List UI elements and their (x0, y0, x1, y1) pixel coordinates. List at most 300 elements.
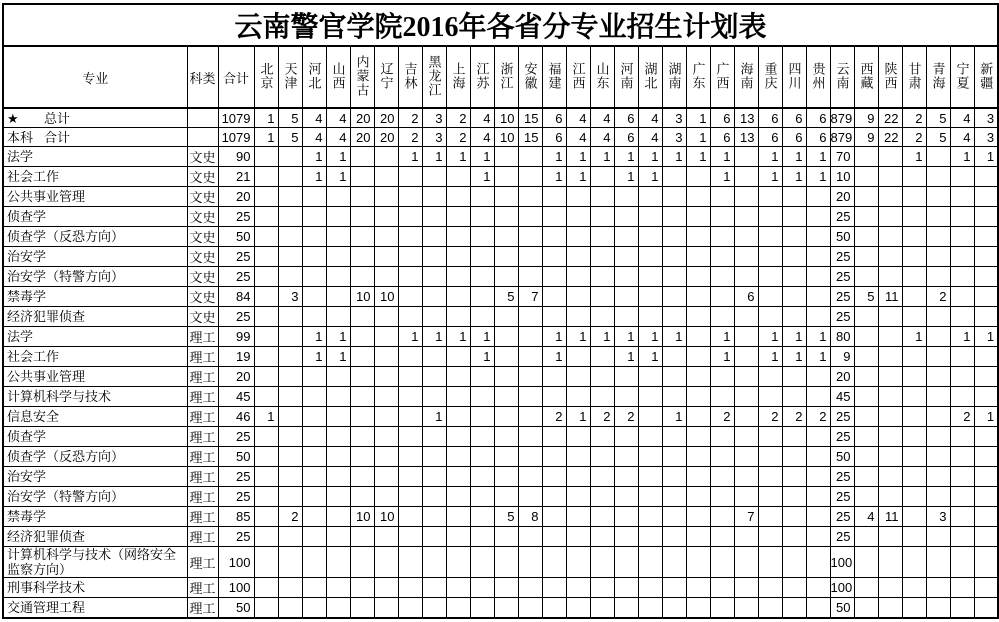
total-cell: 46 (218, 407, 254, 427)
value-cell (926, 547, 950, 578)
value-cell (374, 407, 398, 427)
value-cell (278, 527, 302, 547)
value-cell (398, 527, 422, 547)
value-cell (422, 447, 446, 467)
value-cell (686, 407, 710, 427)
value-cell (590, 347, 614, 367)
value-cell (446, 427, 470, 447)
value-cell (686, 467, 710, 487)
value-cell: 10 (350, 507, 374, 527)
value-cell (470, 207, 494, 227)
total-cell: 20 (218, 187, 254, 207)
value-cell (662, 267, 686, 287)
value-cell (542, 267, 566, 287)
value-cell (734, 207, 758, 227)
value-cell (542, 287, 566, 307)
col-header-province (590, 46, 614, 108)
value-cell: 4 (326, 128, 350, 147)
value-cell (734, 598, 758, 619)
value-cell (470, 547, 494, 578)
value-cell (710, 547, 734, 578)
value-cell (374, 247, 398, 267)
value-cell (470, 287, 494, 307)
value-cell: 1 (446, 327, 470, 347)
province-label: 海南 (738, 61, 754, 90)
value-cell: 1 (638, 327, 662, 347)
value-cell (662, 167, 686, 187)
value-cell (686, 167, 710, 187)
value-cell: 1 (326, 147, 350, 167)
value-cell (758, 487, 782, 507)
value-cell (518, 367, 542, 387)
value-cell (902, 287, 926, 307)
value-cell (470, 578, 494, 598)
total-cell: 85 (218, 507, 254, 527)
value-cell (734, 327, 758, 347)
value-cell (782, 547, 806, 578)
value-cell: 10 (494, 128, 518, 147)
value-cell (614, 487, 638, 507)
category-cell: 理工 (187, 578, 218, 598)
value-cell (710, 527, 734, 547)
value-cell (854, 147, 878, 167)
value-cell: 2 (782, 407, 806, 427)
value-cell: 1 (806, 147, 830, 167)
value-cell: 2 (446, 128, 470, 147)
value-cell (806, 507, 830, 527)
value-cell: 6 (806, 128, 830, 147)
value-cell (974, 507, 998, 527)
value-cell (374, 227, 398, 247)
value-cell (422, 467, 446, 487)
value-cell (782, 578, 806, 598)
value-cell (566, 367, 590, 387)
value-cell (302, 387, 326, 407)
value-cell (950, 578, 974, 598)
value-cell (350, 227, 374, 247)
value-cell (782, 427, 806, 447)
value-cell: 1 (710, 347, 734, 367)
value-cell (374, 187, 398, 207)
value-cell: 1 (710, 147, 734, 167)
value-cell (758, 527, 782, 547)
value-cell (590, 227, 614, 247)
value-cell (470, 487, 494, 507)
value-cell (734, 367, 758, 387)
value-cell (614, 547, 638, 578)
value-cell: 4 (950, 128, 974, 147)
value-cell (710, 247, 734, 267)
value-cell (398, 407, 422, 427)
value-cell: 6 (734, 287, 758, 307)
value-cell: 1 (614, 327, 638, 347)
value-cell (302, 307, 326, 327)
value-cell (566, 447, 590, 467)
value-cell (614, 207, 638, 227)
value-cell (974, 227, 998, 247)
value-cell: 80 (830, 327, 854, 347)
value-cell (710, 267, 734, 287)
value-cell: 2 (902, 128, 926, 147)
value-cell (662, 527, 686, 547)
value-cell (302, 367, 326, 387)
value-cell: 1 (590, 327, 614, 347)
value-cell (470, 447, 494, 467)
value-cell: 879 (830, 108, 854, 128)
value-cell (686, 578, 710, 598)
value-cell: 2 (446, 108, 470, 128)
value-cell: 4 (326, 108, 350, 128)
value-cell (494, 267, 518, 287)
value-cell: 20 (830, 367, 854, 387)
value-cell (782, 507, 806, 527)
value-cell (974, 187, 998, 207)
province-label: 天津 (282, 61, 298, 90)
category-cell: 文史 (187, 267, 218, 287)
major-cell (3, 287, 187, 307)
value-cell: 1 (302, 347, 326, 367)
value-cell: 6 (614, 108, 638, 128)
value-cell: 2 (398, 108, 422, 128)
table-row (3, 227, 998, 247)
value-cell (278, 467, 302, 487)
value-cell (854, 267, 878, 287)
value-cell (326, 547, 350, 578)
value-cell (662, 367, 686, 387)
value-cell (254, 367, 278, 387)
value-cell: 4 (566, 108, 590, 128)
value-cell (590, 287, 614, 307)
value-cell (638, 247, 662, 267)
value-cell (758, 467, 782, 487)
value-cell (686, 347, 710, 367)
value-cell: 1 (686, 108, 710, 128)
value-cell (374, 307, 398, 327)
value-cell (710, 387, 734, 407)
value-cell: 2 (926, 287, 950, 307)
value-cell (758, 427, 782, 447)
value-cell (614, 247, 638, 267)
value-cell (806, 547, 830, 578)
category-cell: 理工 (187, 547, 218, 578)
value-cell (638, 367, 662, 387)
value-cell (518, 547, 542, 578)
value-cell (638, 287, 662, 307)
value-cell: 1 (710, 327, 734, 347)
value-cell: 1 (326, 327, 350, 347)
province-label: 广西 (714, 61, 730, 90)
value-cell (494, 407, 518, 427)
value-cell (590, 247, 614, 267)
value-cell: 10 (374, 287, 398, 307)
province-label: 河南 (618, 61, 634, 90)
value-cell: 5 (926, 108, 950, 128)
value-cell: 1 (662, 327, 686, 347)
major-label: 经济犯罪侦查 (7, 529, 86, 544)
value-cell (494, 467, 518, 487)
value-cell (710, 507, 734, 527)
value-cell (374, 427, 398, 447)
value-cell (494, 427, 518, 447)
col-header-province (374, 46, 398, 108)
table-row (3, 427, 998, 447)
value-cell (878, 427, 902, 447)
total-cell: 25 (218, 307, 254, 327)
value-cell: 1 (974, 407, 998, 427)
major-label: 侦查学（反恐方向） (7, 449, 125, 464)
value-cell (254, 207, 278, 227)
value-cell: 6 (806, 108, 830, 128)
major-cell (3, 167, 187, 187)
value-cell (590, 527, 614, 547)
value-cell (926, 207, 950, 227)
value-cell: 1 (758, 147, 782, 167)
col-header-province (302, 46, 326, 108)
value-cell (446, 447, 470, 467)
major-cell (3, 307, 187, 327)
value-cell (878, 487, 902, 507)
value-cell (350, 327, 374, 347)
value-cell (974, 167, 998, 187)
value-cell (974, 447, 998, 467)
value-cell: 1 (902, 147, 926, 167)
table-row (3, 547, 998, 578)
major-cell (3, 547, 187, 578)
value-cell (902, 487, 926, 507)
value-cell (950, 347, 974, 367)
value-cell: 1 (782, 347, 806, 367)
value-cell (758, 547, 782, 578)
value-cell (494, 527, 518, 547)
col-header-province (446, 46, 470, 108)
value-cell: 1 (758, 327, 782, 347)
major-label: 刑事科学技术 (7, 580, 86, 595)
value-cell (782, 267, 806, 287)
value-cell (710, 307, 734, 327)
value-cell (566, 387, 590, 407)
value-cell (542, 427, 566, 447)
value-cell: 1 (302, 327, 326, 347)
value-cell (590, 187, 614, 207)
value-cell (710, 227, 734, 247)
value-cell: 1 (302, 147, 326, 167)
value-cell (590, 427, 614, 447)
major-cell (3, 147, 187, 167)
value-cell (902, 207, 926, 227)
value-cell (422, 598, 446, 619)
value-cell (398, 467, 422, 487)
major-label: 禁毒学 (7, 509, 47, 524)
value-cell (326, 287, 350, 307)
major-label: 总计 (44, 110, 71, 126)
value-cell (854, 187, 878, 207)
value-cell: 1 (782, 167, 806, 187)
major-cell (3, 207, 187, 227)
value-cell (758, 247, 782, 267)
category-cell: 文史 (187, 147, 218, 167)
value-cell (326, 367, 350, 387)
value-cell (302, 527, 326, 547)
value-cell (422, 267, 446, 287)
value-cell (758, 187, 782, 207)
major-label: 侦查学 (7, 429, 47, 444)
value-cell (398, 367, 422, 387)
value-cell: 13 (734, 128, 758, 147)
major-cell (3, 108, 187, 128)
category-cell: 理工 (187, 527, 218, 547)
value-cell (806, 287, 830, 307)
row-prefix-label: 本科 (7, 129, 34, 145)
value-cell (374, 367, 398, 387)
total-cell: 25 (218, 427, 254, 447)
total-cell: 25 (218, 487, 254, 507)
value-cell (278, 147, 302, 167)
col-header-province (350, 46, 374, 108)
value-cell (878, 307, 902, 327)
value-cell (758, 507, 782, 527)
category-cell: 文史 (187, 287, 218, 307)
value-cell (542, 207, 566, 227)
value-cell (878, 267, 902, 287)
category-cell (187, 108, 218, 128)
major-cell (3, 427, 187, 447)
value-cell (950, 367, 974, 387)
value-cell (518, 447, 542, 467)
value-cell (278, 187, 302, 207)
province-label: 上海 (450, 61, 466, 90)
value-cell (302, 598, 326, 619)
value-cell (350, 147, 374, 167)
value-cell: 8 (518, 507, 542, 527)
value-cell (974, 387, 998, 407)
value-cell: 6 (542, 108, 566, 128)
value-cell (878, 187, 902, 207)
category-cell: 文史 (187, 187, 218, 207)
province-label: 湖南 (666, 61, 682, 90)
major-cell (3, 267, 187, 287)
value-cell: 50 (830, 598, 854, 619)
value-cell: 879 (830, 129, 853, 145)
value-cell (278, 487, 302, 507)
value-cell (806, 487, 830, 507)
value-cell (566, 267, 590, 287)
value-cell (878, 147, 902, 167)
value-cell (878, 167, 902, 187)
value-cell (518, 227, 542, 247)
value-cell (494, 447, 518, 467)
value-cell (950, 307, 974, 327)
value-cell (374, 387, 398, 407)
province-label: 北京 (258, 61, 274, 90)
value-cell (398, 387, 422, 407)
value-cell (254, 167, 278, 187)
province-label: 辽宁 (378, 61, 394, 90)
col-header-province (518, 46, 542, 108)
category-cell: 理工 (187, 367, 218, 387)
value-cell (974, 367, 998, 387)
value-cell: 1 (974, 327, 998, 347)
value-cell (926, 347, 950, 367)
value-cell (350, 598, 374, 619)
province-label: 内蒙古 (354, 54, 370, 97)
value-cell (806, 207, 830, 227)
value-cell (854, 527, 878, 547)
value-cell (926, 367, 950, 387)
total-cell: 25 (218, 467, 254, 487)
province-label: 甘肃 (906, 61, 922, 90)
value-cell (902, 347, 926, 367)
value-cell: 4 (566, 128, 590, 147)
value-cell (614, 367, 638, 387)
value-cell (302, 187, 326, 207)
value-cell (422, 247, 446, 267)
value-cell: 1 (782, 147, 806, 167)
value-cell: 100 (830, 547, 854, 578)
value-cell (902, 507, 926, 527)
value-cell (470, 527, 494, 547)
value-cell: 3 (422, 128, 446, 147)
total-cell: 100 (218, 578, 254, 598)
value-cell: 1 (902, 327, 926, 347)
value-cell (566, 427, 590, 447)
category-cell: 理工 (187, 407, 218, 427)
category-cell: 理工 (187, 598, 218, 619)
value-cell (758, 447, 782, 467)
total-cell: 50 (218, 227, 254, 247)
value-cell (446, 367, 470, 387)
value-cell (686, 487, 710, 507)
value-cell (926, 167, 950, 187)
value-cell (470, 307, 494, 327)
value-cell (278, 327, 302, 347)
value-cell (302, 407, 326, 427)
value-cell (926, 387, 950, 407)
value-cell (686, 267, 710, 287)
value-cell (638, 547, 662, 578)
value-cell: 1 (470, 347, 494, 367)
value-cell (662, 347, 686, 367)
col-header-province (878, 46, 902, 108)
value-cell: 5 (278, 128, 302, 147)
value-cell (614, 387, 638, 407)
table-row (3, 108, 998, 128)
value-cell (278, 307, 302, 327)
value-cell (518, 167, 542, 187)
value-cell (470, 598, 494, 619)
major-label: 禁毒学 (7, 289, 47, 304)
value-cell (374, 327, 398, 347)
col-header-province (782, 46, 806, 108)
value-cell (278, 167, 302, 187)
col-header-province (326, 46, 350, 108)
value-cell (374, 578, 398, 598)
col-header-province (662, 46, 686, 108)
value-cell: 1 (638, 347, 662, 367)
value-cell (302, 267, 326, 287)
col-header-province (806, 46, 830, 108)
value-cell: 1 (806, 327, 830, 347)
value-cell (974, 467, 998, 487)
value-cell (638, 227, 662, 247)
major-label: 合计 (44, 129, 71, 145)
value-cell (518, 267, 542, 287)
value-cell (974, 487, 998, 507)
value-cell (590, 167, 614, 187)
value-cell (422, 307, 446, 327)
value-cell (926, 487, 950, 507)
value-cell (662, 307, 686, 327)
value-cell: 6 (710, 108, 734, 128)
